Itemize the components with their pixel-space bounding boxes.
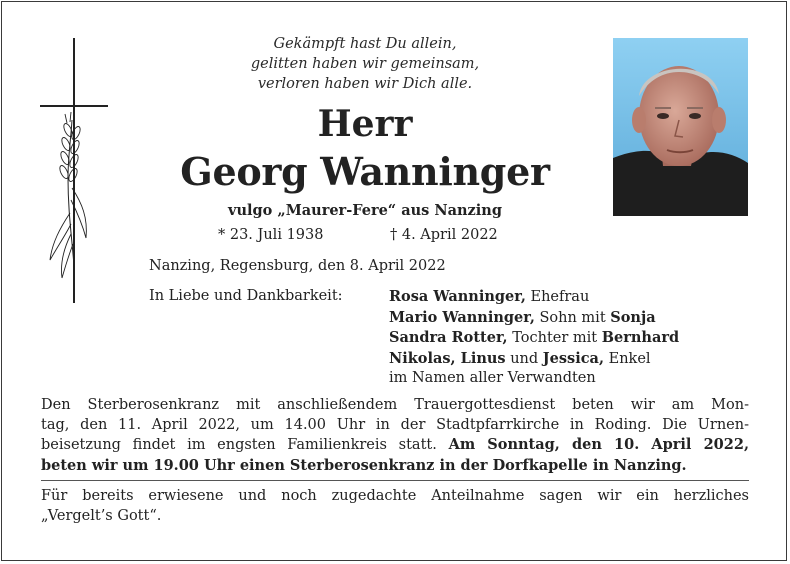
mourners-list xyxy=(389,287,679,389)
thanks-text xyxy=(41,487,749,526)
service-line: tag, den 11. April 2022, um 14.00 Uhr in der Stadtpfarrkirche in Roding. Die Urnen- xyxy=(41,416,749,433)
mourner-line: Rosa Wanninger, Ehefrau xyxy=(389,288,590,305)
mourner-line: im Namen aller Verwandten xyxy=(389,370,596,386)
mourner-line: Sandra Rotter, Tochter mit Bernhard xyxy=(389,329,680,346)
place-date: Nanzing, Regensburg, den 8. April 2022 xyxy=(149,258,446,274)
motto-line: gelitten haben wir gemeinsam, xyxy=(250,56,480,72)
thanks-line: „Vergelt’s Gott“. xyxy=(41,507,162,524)
mourner-line: Nikolas, Linus und Jessica, Enkel xyxy=(389,349,651,367)
cross-with-wheat-icon xyxy=(38,38,108,303)
mourners-label: In Liebe und Dankbarkeit: xyxy=(149,288,343,304)
salutation: Herr xyxy=(317,103,413,145)
portrait-photo xyxy=(613,38,748,216)
deceased-name: Georg Wanninger xyxy=(180,149,550,194)
thanks-line: Für bereits erwiesene und noch zugedachte Anteilnahme sagen wir ein herzliches xyxy=(41,488,749,504)
nickname: vulgo „Maurer-Fere“ aus Nanzing xyxy=(228,202,502,219)
birth-date: * 23. Juli 1938 xyxy=(218,227,324,243)
mourner-line: Mario Wanninger, Sohn mit Sonja xyxy=(389,308,656,326)
service-announcement xyxy=(41,396,749,476)
motto-line: verloren haben wir Dich alle. xyxy=(257,76,473,92)
service-line: beisetzung findet im engsten Familienkreis statt. Am Sonntag, den 10. April 2022, xyxy=(41,436,749,453)
death-date: † 4. April 2022 xyxy=(390,227,498,243)
service-line: beten wir um 19.00 Uhr einen Sterberosenkranz in der Dorfkapelle in Nanzing. xyxy=(41,456,687,474)
motto-verse xyxy=(200,34,530,94)
divider xyxy=(41,480,749,481)
motto-line: Gekämpft hast Du allein, xyxy=(273,36,457,52)
service-line: Den Sterberosenkranz mit anschließendem Trauergottesdienst beten wir am Mon- xyxy=(41,397,749,413)
